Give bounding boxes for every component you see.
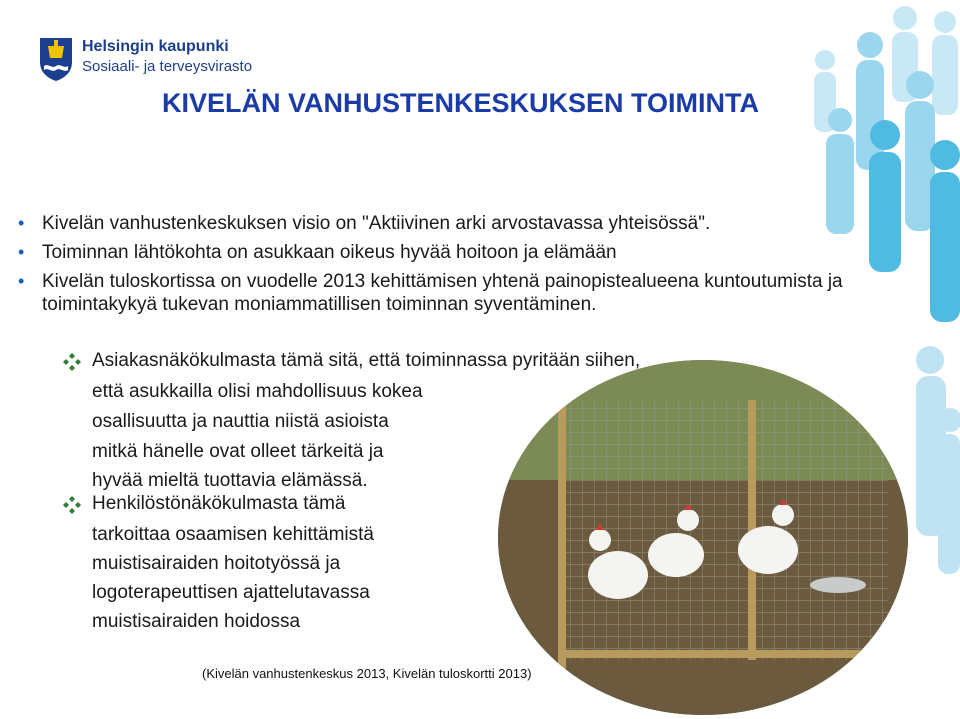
bullet-list <box>14 213 894 323</box>
subpoint-line: Asiakasnäkökulmasta tämä sitä, että toiminnassa pyritään siihen, <box>92 350 641 371</box>
source-citation: (Kivelän vanhustenkeskus 2013, Kivelän tuloskortti 2013) <box>202 666 532 681</box>
subpoint-line: logoterapeuttisen ajattelutavassa <box>92 582 370 603</box>
subpoint-line: muistisairaiden hoidossa <box>92 611 301 632</box>
subpoint-line: muistisairaiden hoitotyössä ja <box>92 553 341 574</box>
page-title: KIVELÄN VANHUSTENKESKUKSEN TOIMINTA <box>162 88 760 118</box>
hens-in-coop-image <box>498 360 908 715</box>
bullet-dot-icon: • <box>18 213 25 233</box>
subpoint-line: Henkilöstönäkökulmasta tämä <box>92 493 346 514</box>
bullet-dot-icon: • <box>18 271 25 292</box>
diamond-bullet-icon <box>62 495 82 515</box>
helsinki-crest-icon <box>38 36 74 82</box>
department-name: Sosiaali- ja terveysvirasto <box>82 58 253 75</box>
list-item: • Kivelän tuloskortissa on vuodelle 2013 kehittämisen yhtenä painopistealueena kuntoutumista ja toimintakykyä tukevan moniammatillisen toiminnan syventäminen. <box>18 271 843 315</box>
city-logo <box>38 36 298 86</box>
subpoint-line: osallisuutta ja nauttia niistä asioista <box>92 411 389 432</box>
subpoint-line: tarkoittaa osaamisen kehittämistä <box>92 524 374 545</box>
subpoint-line: että asukkailla olisi mahdollisuus kokea <box>92 381 423 402</box>
subpoint-line: mitkä hänelle ovat olleet tärkeitä ja <box>92 441 384 462</box>
list-item: • Kivelän vanhustenkeskuksen visio on "Aktiivinen arki arvostavassa yhteisössä". <box>18 213 711 234</box>
bullet-dot-icon: • <box>18 242 25 263</box>
diamond-bullet-icon <box>62 352 82 372</box>
list-item: • Toiminnan lähtökohta on asukkaan oikeus hyvää hoitoon ja elämään <box>18 242 617 264</box>
org-name: Helsingin kaupunki <box>82 38 229 55</box>
hens-photo <box>498 360 908 715</box>
subpoint-line: hyvää mieltä tuottavia elämässä. <box>92 470 368 491</box>
